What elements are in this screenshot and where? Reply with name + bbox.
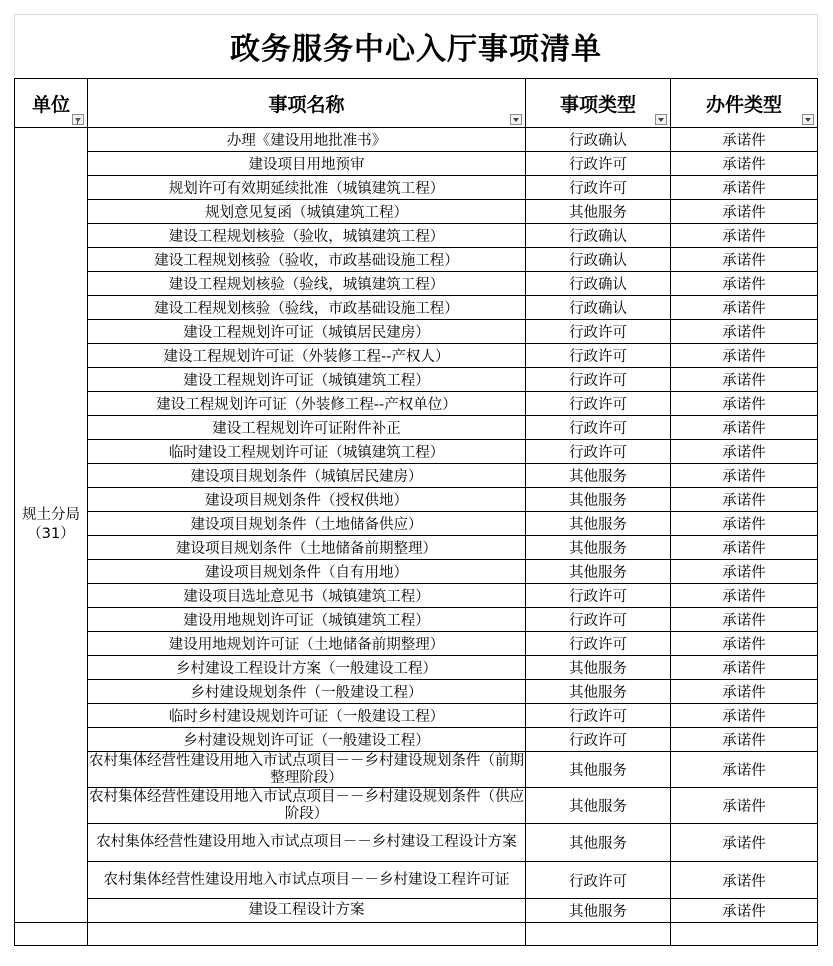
item-type-cell[interactable]: 行政许可 (526, 152, 671, 176)
item-type-cell[interactable]: 其他服务 (526, 899, 671, 923)
item-type-cell[interactable]: 行政确认 (526, 272, 671, 296)
handling-type-cell[interactable]: 承诺件 (671, 728, 818, 752)
table-row (15, 128, 818, 152)
table-row (15, 200, 818, 224)
table-row (15, 608, 818, 632)
item-type-cell[interactable]: 行政许可 (526, 320, 671, 344)
item-type-cell[interactable]: 行政许可 (526, 344, 671, 368)
item-type-cell[interactable]: 其他服务 (526, 788, 671, 824)
handling-type-cell[interactable]: 承诺件 (671, 344, 818, 368)
item-type-cell[interactable]: 行政许可 (526, 608, 671, 632)
table-row (15, 392, 818, 416)
table-row (15, 584, 818, 608)
column-header-handling-type (671, 79, 818, 128)
item-type-cell[interactable]: 行政确认 (526, 128, 671, 152)
item-type-cell[interactable]: 其他服务 (526, 536, 671, 560)
table-row (15, 899, 818, 923)
item-name-cell[interactable]: 规划许可有效期延续批准（城镇建筑工程） (88, 176, 526, 200)
item-type-cell[interactable]: 其他服务 (526, 512, 671, 536)
handling-type-cell[interactable]: 承诺件 (671, 632, 818, 656)
items-table (14, 78, 818, 946)
item-name-cell[interactable]: 建设工程规划许可证（外装修工程--产权单位） (88, 392, 526, 416)
item-type-cell[interactable]: 其他服务 (526, 824, 671, 862)
item-name-cell[interactable]: 建设项目选址意见书（城镇建筑工程） (88, 584, 526, 608)
table-row (15, 862, 818, 899)
column-header-label: 事项类型 (559, 93, 636, 116)
table-row (15, 656, 818, 680)
empty-cell[interactable] (526, 923, 671, 946)
filter-dropdown-icon[interactable] (510, 114, 522, 125)
handling-type-cell[interactable]: 承诺件 (671, 656, 818, 680)
empty-cell[interactable] (15, 923, 88, 946)
item-type-cell[interactable]: 行政确认 (526, 248, 671, 272)
item-name-cell[interactable]: 农村集体经营性建设用地入市试点项目－－乡村建设规划条件（供应阶段） (89, 788, 524, 822)
item-type-cell[interactable]: 行政许可 (526, 392, 671, 416)
item-name-cell[interactable]: 建设工程规划许可证（城镇居民建房） (88, 320, 526, 344)
column-header-label: 单位 (31, 93, 70, 116)
table-row (15, 272, 818, 296)
item-name-cell[interactable]: 临时乡村建设规划许可证（一般建设工程） (88, 704, 526, 728)
filter-active-icon[interactable] (72, 114, 84, 125)
table-row (15, 152, 818, 176)
table-row (15, 320, 818, 344)
handling-type-cell[interactable]: 承诺件 (671, 560, 818, 584)
column-header-name (88, 79, 526, 128)
item-type-cell[interactable]: 其他服务 (526, 488, 671, 512)
filter-dropdown-icon[interactable] (802, 114, 814, 125)
item-name-cell[interactable]: 农村集体经营性建设用地入市试点项目－－乡村建设规划条件（前期整理阶段） (89, 752, 524, 786)
item-name-cell[interactable]: 办理《建设用地批准书》 (88, 128, 526, 152)
table-row (15, 788, 818, 824)
item-type-cell[interactable]: 行政确认 (526, 296, 671, 320)
item-name-cell[interactable]: 农村集体经营性建设用地入市试点项目－－乡村建设工程许可证 (88, 862, 526, 899)
table-row (15, 248, 818, 272)
table-row (15, 512, 818, 536)
table-row (15, 344, 818, 368)
column-header-unit (15, 79, 88, 128)
handling-type-cell[interactable]: 承诺件 (671, 862, 818, 899)
item-name-cell[interactable]: 规划意见复函（城镇建筑工程） (88, 200, 526, 224)
handling-type-cell[interactable]: 承诺件 (671, 788, 818, 824)
column-header-label: 办件类型 (705, 93, 782, 116)
table-row (15, 224, 818, 248)
item-type-cell[interactable]: 行政许可 (526, 176, 671, 200)
table-row (15, 368, 818, 392)
handling-type-cell[interactable]: 承诺件 (671, 272, 818, 296)
handling-type-cell[interactable]: 承诺件 (671, 704, 818, 728)
handling-type-cell[interactable]: 承诺件 (671, 899, 818, 923)
item-name-cell[interactable]: 建设工程规划核验（验线，城镇建筑工程） (88, 272, 526, 296)
item-type-cell[interactable]: 行政许可 (526, 704, 671, 728)
handling-type-cell[interactable]: 承诺件 (671, 320, 818, 344)
handling-type-cell[interactable]: 承诺件 (671, 488, 818, 512)
item-name-cell[interactable]: 乡村建设工程设计方案（一般建设工程） (88, 656, 526, 680)
table-row (15, 296, 818, 320)
item-type-cell[interactable]: 其他服务 (526, 656, 671, 680)
table-row (15, 632, 818, 656)
item-name-cell[interactable]: 乡村建设规划条件（一般建设工程） (88, 680, 526, 704)
table-row (15, 440, 818, 464)
item-name-cell[interactable]: 建设项目规划条件（城镇居民建房） (88, 464, 526, 488)
item-type-cell[interactable]: 行政许可 (526, 416, 671, 440)
table-row (15, 728, 818, 752)
item-name-cell[interactable]: 临时建设工程规划许可证（城镇建筑工程） (88, 440, 526, 464)
item-name-cell[interactable]: 建设项目规划条件（土地储备供应） (88, 512, 526, 536)
unit-name: 规土分局 (22, 507, 80, 523)
handling-type-cell[interactable]: 承诺件 (671, 440, 818, 464)
item-name-cell[interactable]: 建设工程规划许可证（外装修工程--产权人） (88, 344, 526, 368)
header-row (15, 79, 818, 128)
handling-type-cell[interactable]: 承诺件 (671, 368, 818, 392)
item-name-cell[interactable]: 建设用地规划许可证（土地储备前期整理） (88, 632, 526, 656)
item-type-cell[interactable]: 其他服务 (526, 200, 671, 224)
item-type-cell[interactable]: 其他服务 (526, 752, 671, 788)
item-type-cell[interactable]: 行政许可 (526, 728, 671, 752)
handling-type-cell[interactable]: 承诺件 (671, 176, 818, 200)
item-name-cell[interactable]: 建设项目规划条件（授权供地） (88, 488, 526, 512)
item-name-cell[interactable]: 建设工程规划核验（验收，城镇建筑工程） (88, 224, 526, 248)
item-name-cell[interactable]: 建设工程规划许可证附件补正 (88, 416, 526, 440)
table-row (15, 824, 818, 862)
unit-count: （31） (27, 526, 75, 542)
handling-type-cell[interactable]: 承诺件 (671, 128, 818, 152)
empty-cell[interactable] (671, 923, 818, 946)
item-name-cell[interactable]: 建设项目用地预审 (88, 152, 526, 176)
page-title: 政务服务中心入厅事项清单 (230, 32, 602, 67)
sheet-gridline (14, 14, 818, 15)
handling-type-cell[interactable]: 承诺件 (671, 464, 818, 488)
handling-type-cell[interactable]: 承诺件 (671, 296, 818, 320)
table-row (15, 176, 818, 200)
item-type-cell[interactable]: 其他服务 (526, 680, 671, 704)
handling-type-cell[interactable]: 承诺件 (671, 752, 818, 788)
empty-cell[interactable] (88, 923, 526, 946)
handling-type-cell[interactable]: 承诺件 (671, 392, 818, 416)
handling-type-cell[interactable]: 承诺件 (671, 608, 818, 632)
item-type-cell[interactable]: 行政确认 (526, 224, 671, 248)
table-row (15, 752, 818, 788)
item-type-cell[interactable]: 其他服务 (526, 560, 671, 584)
item-type-cell[interactable]: 行政许可 (526, 368, 671, 392)
item-name-cell[interactable]: 建设用地规划许可证（城镇建筑工程） (88, 608, 526, 632)
handling-type-cell[interactable]: 承诺件 (671, 536, 818, 560)
handling-type-cell[interactable]: 承诺件 (671, 512, 818, 536)
filter-dropdown-icon[interactable] (655, 114, 667, 125)
item-type-cell[interactable]: 行政许可 (526, 584, 671, 608)
handling-type-cell[interactable]: 承诺件 (671, 416, 818, 440)
item-type-cell[interactable]: 行政许可 (526, 862, 671, 899)
handling-type-cell[interactable]: 承诺件 (671, 200, 818, 224)
table-row (15, 560, 818, 584)
item-type-cell[interactable]: 行政许可 (526, 440, 671, 464)
unit-cell[interactable] (15, 128, 88, 923)
handling-type-cell[interactable]: 承诺件 (671, 680, 818, 704)
item-name-cell[interactable]: 建设工程规划核验（验收，市政基础设施工程） (88, 248, 526, 272)
table-row (15, 704, 818, 728)
item-type-cell[interactable]: 行政许可 (526, 632, 671, 656)
table-row (15, 416, 818, 440)
handling-type-cell[interactable]: 承诺件 (671, 152, 818, 176)
empty-row (15, 923, 818, 946)
column-header-label: 事项名称 (268, 93, 345, 116)
item-name-cell[interactable]: 建设工程规划核验（验线，市政基础设施工程） (88, 296, 526, 320)
item-name-cell[interactable]: 建设工程设计方案 (88, 899, 526, 923)
handling-type-cell[interactable]: 承诺件 (671, 224, 818, 248)
table-row (15, 536, 818, 560)
table-row (15, 464, 818, 488)
handling-type-cell[interactable]: 承诺件 (671, 248, 818, 272)
handling-type-cell[interactable]: 承诺件 (671, 824, 818, 862)
item-type-cell[interactable]: 其他服务 (526, 464, 671, 488)
item-name-cell[interactable]: 建设工程规划许可证（城镇建筑工程） (88, 368, 526, 392)
item-name-cell[interactable]: 乡村建设规划许可证（一般建设工程） (88, 728, 526, 752)
table-row (15, 680, 818, 704)
handling-type-cell[interactable]: 承诺件 (671, 584, 818, 608)
table-row (15, 488, 818, 512)
item-name-cell[interactable]: 建设项目规划条件（土地储备前期整理） (88, 536, 526, 560)
item-name-cell[interactable]: 农村集体经营性建设用地入市试点项目－－乡村建设工程设计方案 (88, 824, 526, 862)
item-name-cell[interactable]: 建设项目规划条件（自有用地） (88, 560, 526, 584)
column-header-item-type (526, 79, 671, 128)
